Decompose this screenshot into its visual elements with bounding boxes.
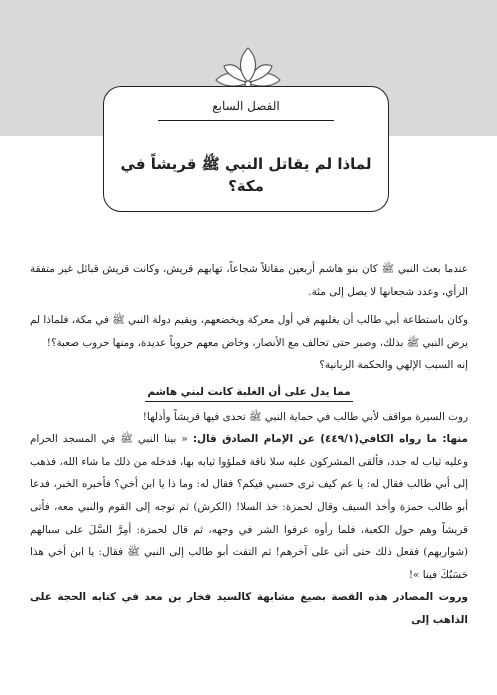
paragraph-5: [30, 428, 468, 586]
chapter-title-box: [103, 86, 389, 212]
paragraph-1: عندما بعث النبي ﷺ كان بنو هاشم أربعين مقاتلاً شجاعاً، تهابهم قريش، وكانت قريش قبائل غير متفقة الرأي، وعدد شجعانها لا يصل إلى مئة.: [30, 263, 468, 298]
chapter-label: الفصل السابع: [212, 99, 280, 113]
narration-text: « بينا النبي ﷺ في المسجد الحرام وعليه ثياب له جدد، فألقى المشركون عليه سلا ناقة فملؤوا ثيابه بها، فدخله من ذلك ما شاء الله، فذهب إلى أبي طالب فقال له: يا عم كيف ترى حسبي فيكم؟ فقال له: وما ذا يا ابن أخي؟ فأخبره الخبر، فدعا أبو طالب حمزة وأخذ السيف وقال لحمزة: خذ السلا! (الكرش) ثم توجه إلى القوم والنبي معه، فأتى قريشاً وهم حول الكعبة، فلما رأوه عرفوا الشر في وجهه، ثم قال لحمزة: أمِرَّ السَّلَ على سبالهم (شواربهم) ففعل ذلك حتى أتى على آخرهم! ثم التفت أبو طالب إلى النبي ﷺ فقال: يا ابن أخي هذا حَسَبُكَ فينا »!: [30, 433, 468, 581]
section-heading: مما يدل على أن الغلبة كانت لبني هاشم: [145, 383, 352, 402]
narration-lead: منها: ما رواه الكافي(٤٤٩/١) عن الإمام الصادق قال:: [192, 433, 468, 446]
paragraph-2: وكان باستطاعة أبي طالب أن يغلبهم في أول معركة ويخضعهم، ويقيم دولة النبي ﷺ في مكة، فلماذا لم يرض النبي ﷺ بذلك، وصبر حتى تحالف مع الأنصار، وخاض معهم حروباً عديدة، ومنها حروب صعبة؟!: [30, 314, 468, 349]
paragraph-3: إنه السبب الإلهي والحكمة الربانية؟: [319, 359, 468, 372]
chapter-title: لماذا لم يقاتل النبي ﷺ قريشاً في مكة؟: [120, 155, 372, 195]
paragraph-6: وروت المصادر هذه القصة بصيغ مشابهة كالسيد فخار بن معد في كتابه الحجة على الذاهب إلى: [30, 591, 468, 626]
section-heading-wrap: [30, 381, 468, 404]
chapter-label-divider: [158, 120, 334, 121]
body-text: [30, 258, 468, 632]
paragraph-4: روت السيرة مواقف لأبي طالب في حماية النبي ﷺ تحدى فيها قريشاً وأذلها!: [142, 410, 468, 423]
